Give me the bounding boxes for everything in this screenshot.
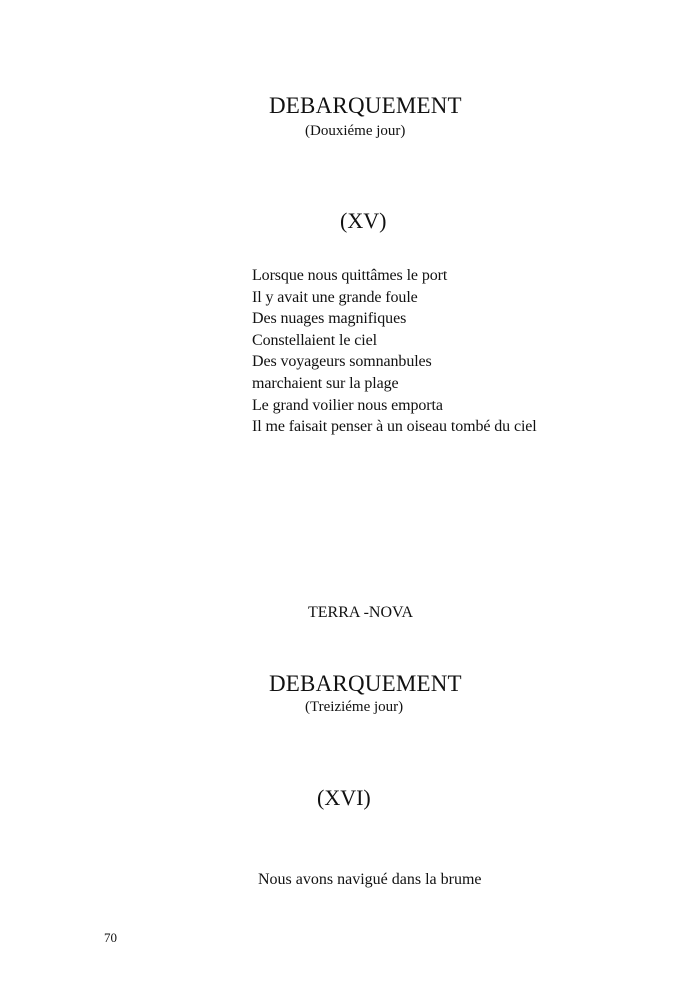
poem-line: Lorsque nous quittâmes le port xyxy=(252,267,448,284)
poem-line: Il y avait une grande foule xyxy=(252,288,418,306)
poem-line: Des nuages magnifiques xyxy=(252,310,407,328)
page-number: 70 xyxy=(104,930,117,945)
section-1-subtitle: (Douxiéme jour) xyxy=(305,123,406,139)
poem-line: Il me faisait penser à un oiseau tombé du ciel xyxy=(252,418,537,436)
poem-line: Des voyageurs somnanbules xyxy=(252,353,432,371)
poem-line: Le grand voilier nous emporta xyxy=(252,396,443,414)
section-2-numeral: (XVI) xyxy=(317,785,371,810)
section-1-numeral: (XV) xyxy=(340,208,387,233)
poem-line: marchaient sur la plage xyxy=(252,374,399,392)
section-2-subtitle: (Treiziéme jour) xyxy=(305,699,404,715)
section-1-poem xyxy=(252,265,537,438)
section-2-poem-line: Nous avons navigué dans la brume xyxy=(258,871,482,888)
section-2-heading: TERRA -NOVA xyxy=(308,604,414,621)
poem-line: Constellaient le ciel xyxy=(252,331,377,349)
section-1-title: DEBARQUEMENT xyxy=(269,93,462,118)
section-2-title: DEBARQUEMENT xyxy=(269,671,462,696)
